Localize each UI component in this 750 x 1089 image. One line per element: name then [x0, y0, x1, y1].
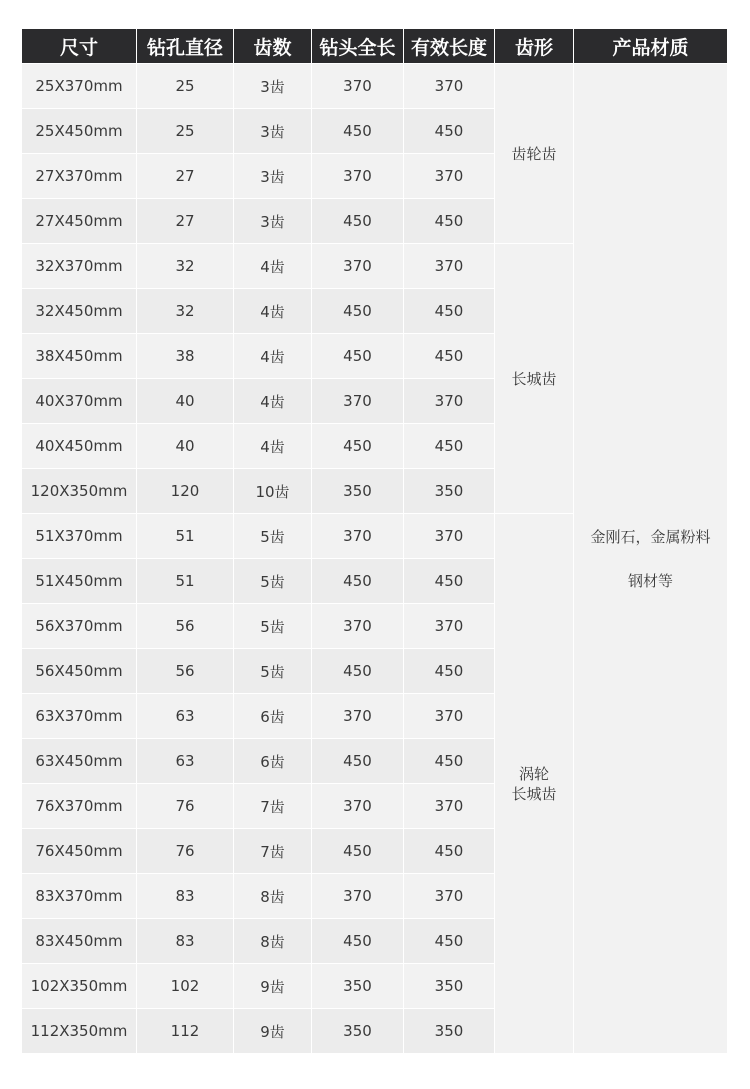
cell-diameter: 83 — [137, 874, 233, 918]
cell-diameter: 27 — [137, 199, 233, 243]
cell-size: 63X370mm — [22, 694, 136, 738]
cell-teeth: 6齿 — [234, 694, 311, 738]
cell-teeth: 5齿 — [234, 514, 311, 558]
cell-diameter: 32 — [137, 289, 233, 333]
cell-total-length: 350 — [312, 469, 403, 513]
header-row — [22, 29, 727, 63]
cell-teeth: 4齿 — [234, 424, 311, 468]
cell-teeth: 4齿 — [234, 289, 311, 333]
cell-total-length: 450 — [312, 559, 403, 603]
material-line-2: 钢材等 — [627, 571, 673, 590]
cell-teeth: 3齿 — [234, 109, 311, 153]
cell-teeth: 6齿 — [234, 739, 311, 783]
cell-total-length: 370 — [312, 244, 403, 288]
cell-teeth: 10齿 — [234, 469, 311, 513]
cell-diameter: 102 — [137, 964, 233, 1008]
cell-size: 83X450mm — [22, 919, 136, 963]
cell-diameter: 40 — [137, 424, 233, 468]
cell-total-length: 350 — [312, 1009, 403, 1053]
cell-teeth: 3齿 — [234, 154, 311, 198]
cell-total-length: 370 — [312, 604, 403, 648]
tooth-shape-label: 长城齿 — [511, 369, 557, 388]
cell-diameter: 38 — [137, 334, 233, 378]
cell-total-length: 450 — [312, 739, 403, 783]
cell-effective-length: 450 — [404, 109, 494, 153]
cell-diameter: 83 — [137, 919, 233, 963]
cell-teeth: 3齿 — [234, 199, 311, 243]
cell-diameter: 112 — [137, 1009, 233, 1053]
cell-teeth: 4齿 — [234, 334, 311, 378]
cell-effective-length: 370 — [404, 604, 494, 648]
cell-effective-length: 450 — [404, 334, 494, 378]
cell-effective-length: 350 — [404, 964, 494, 1008]
tooth-shape-label: 齿轮齿 — [511, 144, 557, 163]
cell-effective-length: 450 — [404, 829, 494, 873]
cell-size: 76X450mm — [22, 829, 136, 873]
header-tooth-shape: 齿形 — [495, 29, 573, 63]
cell-size: 112X350mm — [22, 1009, 136, 1053]
cell-teeth: 4齿 — [234, 244, 311, 288]
cell-diameter: 32 — [137, 244, 233, 288]
cell-size: 40X450mm — [22, 424, 136, 468]
cell-teeth: 7齿 — [234, 829, 311, 873]
cell-tooth-shape — [495, 64, 573, 243]
cell-effective-length: 370 — [404, 784, 494, 828]
header-material: 产品材质 — [574, 29, 727, 63]
cell-total-length: 450 — [312, 109, 403, 153]
cell-size: 63X450mm — [22, 739, 136, 783]
cell-total-length: 370 — [312, 379, 403, 423]
cell-total-length: 370 — [312, 874, 403, 918]
cell-diameter: 120 — [137, 469, 233, 513]
cell-effective-length: 450 — [404, 199, 494, 243]
cell-teeth: 8齿 — [234, 919, 311, 963]
cell-diameter: 51 — [137, 514, 233, 558]
cell-diameter: 63 — [137, 694, 233, 738]
header-diameter: 钻孔直径 — [137, 29, 233, 63]
cell-total-length: 450 — [312, 199, 403, 243]
header-size: 尺寸 — [22, 29, 136, 63]
material-line-1: 金刚石，金属粉料 — [590, 527, 711, 546]
cell-total-length: 450 — [312, 289, 403, 333]
cell-total-length: 370 — [312, 784, 403, 828]
table-row — [22, 64, 727, 108]
cell-teeth: 8齿 — [234, 874, 311, 918]
cell-size: 25X450mm — [22, 109, 136, 153]
cell-total-length: 370 — [312, 154, 403, 198]
spec-table — [21, 28, 728, 1054]
cell-effective-length: 450 — [404, 649, 494, 693]
cell-size: 51X370mm — [22, 514, 136, 558]
cell-diameter: 25 — [137, 64, 233, 108]
cell-size: 102X350mm — [22, 964, 136, 1008]
cell-tooth-shape — [495, 514, 573, 1053]
cell-teeth: 9齿 — [234, 1009, 311, 1053]
cell-size: 56X450mm — [22, 649, 136, 693]
header-teeth: 齿数 — [234, 29, 311, 63]
cell-diameter: 25 — [137, 109, 233, 153]
cell-size: 120X350mm — [22, 469, 136, 513]
tooth-shape-label: 涡轮 — [518, 764, 549, 783]
spec-table-body — [22, 64, 727, 1053]
cell-size: 38X450mm — [22, 334, 136, 378]
cell-effective-length: 450 — [404, 739, 494, 783]
tooth-shape-label: 长城齿 — [511, 784, 557, 803]
cell-total-length: 370 — [312, 64, 403, 108]
cell-diameter: 27 — [137, 154, 233, 198]
cell-teeth: 5齿 — [234, 559, 311, 603]
cell-effective-length: 450 — [404, 424, 494, 468]
cell-teeth: 3齿 — [234, 64, 311, 108]
cell-total-length: 450 — [312, 649, 403, 693]
cell-size: 27X450mm — [22, 199, 136, 243]
cell-effective-length: 370 — [404, 514, 494, 558]
cell-total-length: 370 — [312, 694, 403, 738]
cell-size: 25X370mm — [22, 64, 136, 108]
cell-effective-length: 450 — [404, 289, 494, 333]
cell-effective-length: 370 — [404, 874, 494, 918]
cell-size: 56X370mm — [22, 604, 136, 648]
cell-effective-length: 370 — [404, 694, 494, 738]
cell-size: 76X370mm — [22, 784, 136, 828]
cell-effective-length: 370 — [404, 379, 494, 423]
cell-teeth: 9齿 — [234, 964, 311, 1008]
cell-effective-length: 350 — [404, 1009, 494, 1053]
cell-diameter: 76 — [137, 784, 233, 828]
cell-total-length: 450 — [312, 829, 403, 873]
cell-diameter: 63 — [137, 739, 233, 783]
cell-total-length: 370 — [312, 514, 403, 558]
cell-teeth: 5齿 — [234, 649, 311, 693]
cell-total-length: 450 — [312, 919, 403, 963]
cell-effective-length: 450 — [404, 919, 494, 963]
header-total-length: 钻头全长 — [312, 29, 403, 63]
cell-size: 27X370mm — [22, 154, 136, 198]
cell-diameter: 76 — [137, 829, 233, 873]
cell-size: 51X450mm — [22, 559, 136, 603]
cell-effective-length: 370 — [404, 64, 494, 108]
cell-diameter: 51 — [137, 559, 233, 603]
cell-size: 32X370mm — [22, 244, 136, 288]
cell-teeth: 7齿 — [234, 784, 311, 828]
cell-effective-length: 450 — [404, 559, 494, 603]
cell-diameter: 56 — [137, 649, 233, 693]
cell-effective-length: 370 — [404, 154, 494, 198]
cell-teeth: 4齿 — [234, 379, 311, 423]
cell-size: 83X370mm — [22, 874, 136, 918]
cell-total-length: 450 — [312, 334, 403, 378]
cell-diameter: 56 — [137, 604, 233, 648]
cell-diameter: 40 — [137, 379, 233, 423]
cell-teeth: 5齿 — [234, 604, 311, 648]
cell-size: 40X370mm — [22, 379, 136, 423]
cell-size: 32X450mm — [22, 289, 136, 333]
cell-material — [574, 64, 727, 1053]
cell-effective-length: 350 — [404, 469, 494, 513]
cell-total-length: 350 — [312, 964, 403, 1008]
cell-effective-length: 370 — [404, 244, 494, 288]
cell-tooth-shape — [495, 244, 573, 513]
cell-total-length: 450 — [312, 424, 403, 468]
header-effective-length: 有效长度 — [404, 29, 494, 63]
